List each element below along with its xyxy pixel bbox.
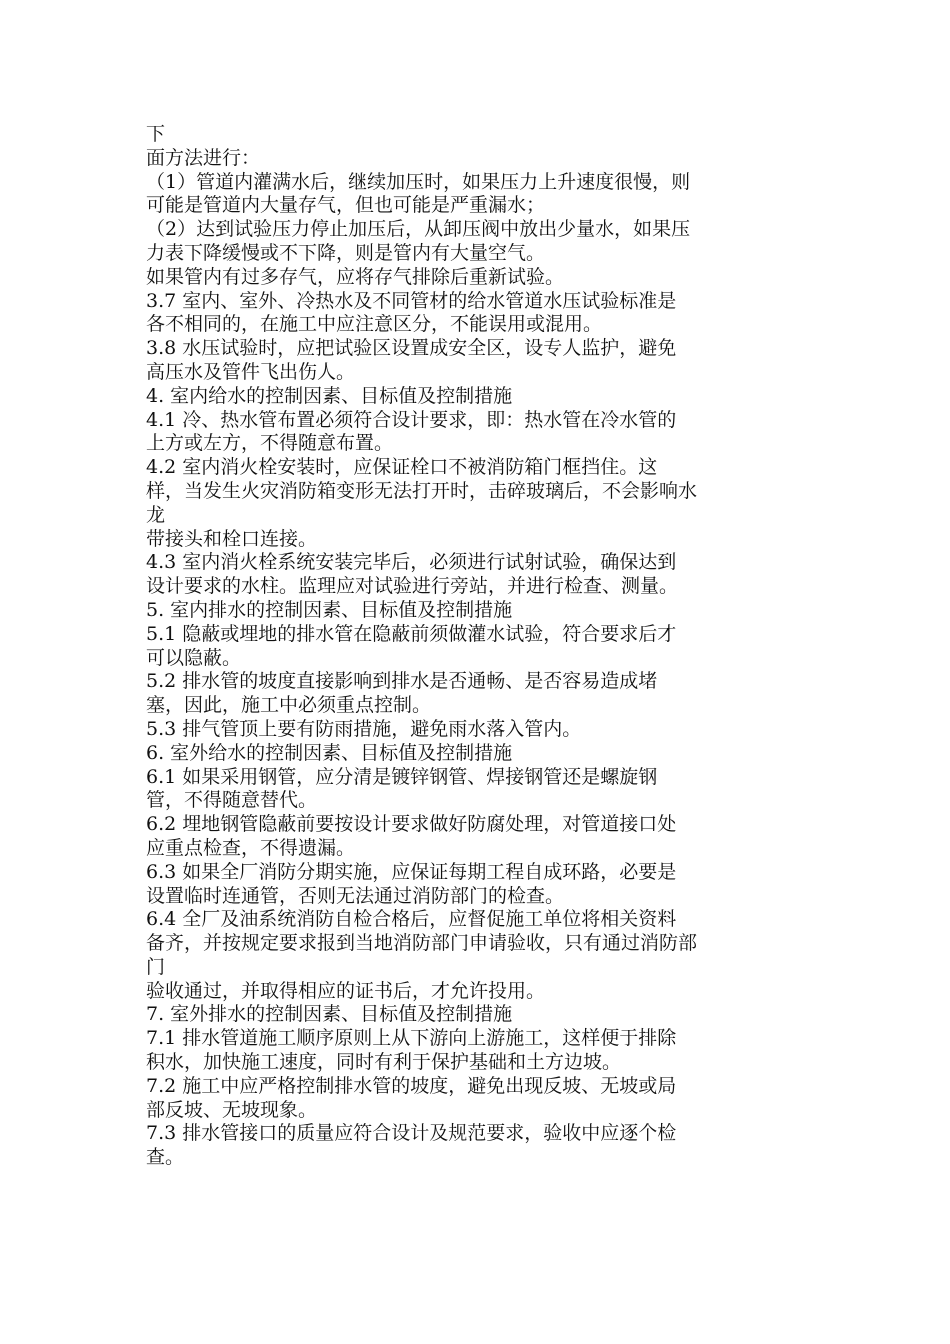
text-line: 如果管内有过多存气，应将存气排除后重新试验。 — [146, 265, 565, 288]
text-line: 4.3 室内消火栓系统安装完毕后，必须进行试射试验，确保达到 — [146, 551, 677, 574]
text-line: 面方法进行： — [146, 146, 261, 169]
text-line: 可以隐蔽。 — [146, 646, 242, 669]
text-line: 各不相同的，在施工中应注意区分，不能误用或混用。 — [146, 313, 603, 336]
text-line: 6.4 全厂及油系统消防自检合格后，应督促施工单位将相关资料 — [146, 908, 677, 931]
text-line: 7.1 排水管道施工顺序原则上从下游向上游施工，这样便于排除 — [146, 1027, 677, 1050]
text-line: 塞，因此，施工中必须重点控制。 — [146, 694, 432, 717]
text-line: 部反坡、无坡现象。 — [146, 1098, 318, 1121]
text-line: 样，当发生火灾消防箱变形无法打开时，击碎玻璃后，不会影响水 — [146, 479, 698, 502]
text-line: 6.1 如果采用钢管，应分清是镀锌钢管、焊接钢管还是螺旋钢 — [146, 765, 658, 788]
text-line: 4.1 冷、热水管布置必须符合设计要求，即：热水管在冷水管的 — [146, 408, 677, 431]
text-line: 5.1 隐蔽或埋地的排水管在隐蔽前须做灌水试验，符合要求后才 — [146, 622, 677, 645]
text-line: 积水，加快施工速度，同时有利于保护基础和土方边坡。 — [146, 1051, 622, 1074]
text-line: 4.2 室内消火栓安装时，应保证栓口不被消防箱门框挡住。这 — [146, 456, 658, 479]
text-line: 5.2 排水管的坡度直接影响到排水是否通畅、是否容易造成堵 — [146, 670, 658, 693]
text-line: 5.3 排气管顶上要有防雨措施，避免雨水落入管内。 — [146, 717, 582, 740]
text-line: 6. 室外给水的控制因素、目标值及控制措施 — [146, 741, 513, 764]
text-line: 备齐，并按规定要求报到当地消防部门申请验收，只有通过消防部 — [146, 932, 698, 955]
text-line: （2）达到试验压力停止加压后，从卸压阀中放出少量水，如果压 — [146, 218, 691, 241]
text-line: 应重点检查，不得遗漏。 — [146, 836, 356, 859]
text-line: 上方或左方，不得随意布置。 — [146, 432, 394, 455]
text-line: 龙 — [146, 503, 166, 526]
text-line: 高压水及管件飞出伤人。 — [146, 360, 356, 383]
text-line: 查。 — [146, 1146, 185, 1169]
text-line: 6.2 埋地钢管隐蔽前要按设计要求做好防腐处理，对管道接口处 — [146, 813, 677, 836]
text-line: 设计要求的水柱。监理应对试验进行旁站，并进行检查、测量。 — [146, 575, 679, 598]
text-line: 5. 室内排水的控制因素、目标值及控制措施 — [146, 598, 513, 621]
text-line: 设置临时连通管，否则无法通过消防部门的检查。 — [146, 884, 565, 907]
text-line: 带接头和栓口连接。 — [146, 527, 318, 550]
text-line: 3.7 室内、室外、冷热水及不同管材的给水管道水压试验标准是 — [146, 289, 677, 312]
text-line: 3.8 水压试验时，应把试验区设置成安全区，设专人监护，避免 — [146, 337, 677, 360]
text-line: 可能是管道内大量存气，但也可能是严重漏水； — [146, 194, 546, 217]
text-line: 下 — [146, 123, 166, 145]
text-line: 门 — [146, 955, 166, 978]
text-line: 力表下降缓慢或不下降，则是管内有大量空气。 — [146, 241, 546, 264]
text-line: 6.3 如果全厂消防分期实施，应保证每期工程自成环路，必要是 — [146, 860, 677, 883]
text-line: （1）管道内灌满水后，继续加压时，如果压力上升速度很慢，则 — [146, 170, 691, 193]
document-body — [146, 123, 806, 1170]
text-line: 管，不得随意替代。 — [146, 789, 318, 812]
text-line: 7.3 排水管接口的质量应符合设计及规范要求，验收中应逐个检 — [146, 1122, 677, 1145]
text-line: 验收通过，并取得相应的证书后，才允许投用。 — [146, 979, 546, 1002]
text-line: 4. 室内给水的控制因素、目标值及控制措施 — [146, 384, 513, 407]
text-line: 7. 室外排水的控制因素、目标值及控制措施 — [146, 1003, 513, 1026]
text-line: 7.2 施工中应严格控制排水管的坡度，避免出现反坡、无坡或局 — [146, 1074, 677, 1097]
